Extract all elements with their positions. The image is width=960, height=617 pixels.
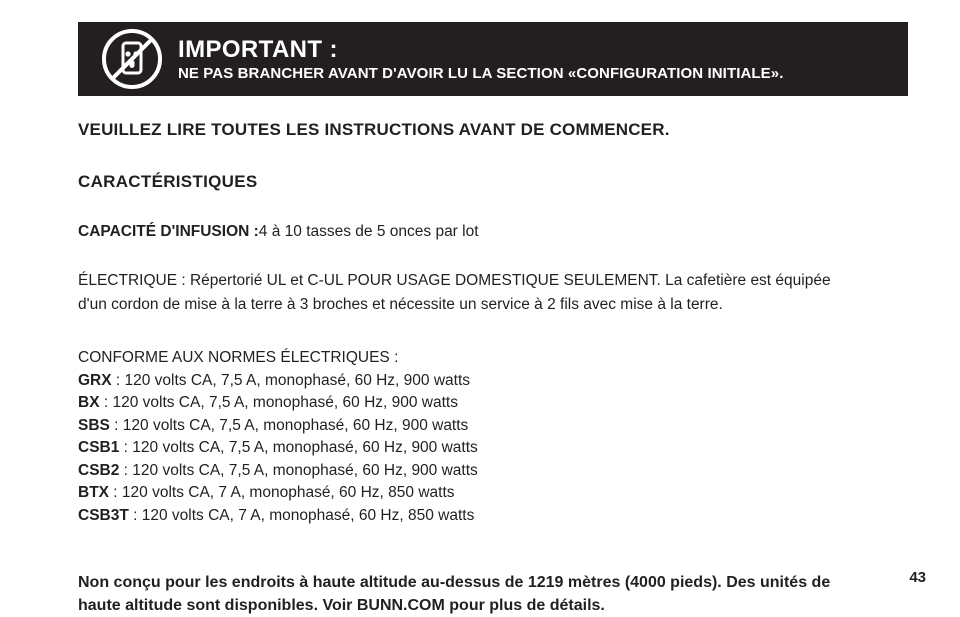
spec-rating: : 120 volts CA, 7 A, monophasé, 60 Hz, 850 watts	[109, 484, 455, 502]
spec-model: CSB2	[78, 461, 120, 479]
spec-line	[78, 437, 928, 459]
high-altitude-note: Non conçu pour les endroits à haute altitude au-dessus de 1219 mètres (4000 pieds). Des unités de haute altitude sont disponibles. Voir BUNN.COM pour plus de détails.	[78, 574, 831, 615]
spec-model: CSB3T	[78, 506, 129, 524]
electrical-specs-list	[78, 347, 928, 527]
read-all-instructions-heading: VEUILLEZ LIRE TOUTES LES INSTRUCTIONS AVANT DE COMMENCER.	[78, 120, 670, 139]
electrical-label: ÉLECTRIQUE :	[78, 272, 186, 290]
no-plug-prohibition-icon	[100, 27, 164, 91]
spec-rating: : 120 volts CA, 7,5 A, monophasé, 60 Hz, 900 watts	[119, 461, 478, 479]
spec-line	[78, 505, 928, 527]
banner-text-block	[178, 35, 783, 83]
brew-capacity-paragraph	[78, 220, 928, 243]
spec-rating: : 120 volts CA, 7,5 A, monophasé, 60 Hz, 900 watts	[111, 371, 471, 389]
spec-rating: : 120 volts CA, 7 A, monophasé, 60 Hz, 850 watts	[128, 506, 475, 524]
spec-model: BX	[78, 394, 100, 412]
document-content	[78, 120, 928, 617]
spec-model: GRX	[78, 371, 112, 389]
spec-rating: : 120 volts CA, 7,5 A, monophasé, 60 Hz, 900 watts	[109, 416, 469, 434]
banner-title: IMPORTANT :	[178, 35, 338, 63]
spec-rating: : 120 volts CA, 7,5 A, monophasé, 60 Hz, 900 watts	[119, 439, 478, 457]
spec-model: BTX	[78, 484, 109, 502]
spec-line	[78, 482, 928, 504]
specs-title: CONFORME AUX NORMES ÉLECTRIQUES :	[78, 349, 399, 367]
spec-line	[78, 392, 928, 414]
electrical-value: Répertorié UL et C-UL POUR USAGE DOMESTIQUE SEULEMENT. La cafetière est équipée d'un cordon de mise à la terre à 3 broches et nécessite un service à 2 fils avec mise à la terre.	[78, 272, 831, 314]
brew-capacity-value: 4 à 10 tasses de 5 onces par lot	[258, 223, 479, 240]
spec-model: SBS	[78, 416, 110, 434]
banner-subtitle: NE PAS BRANCHER AVANT D'AVOIR LU LA SECTION «CONFIGURATION INITIALE».	[178, 65, 784, 83]
page-number: 43	[909, 569, 926, 586]
spec-rating: : 120 volts CA, 7,5 A, monophasé, 60 Hz, 900 watts	[99, 394, 458, 412]
brew-capacity-label: CAPACITÉ D'INFUSION :	[78, 223, 259, 240]
section-heading-features: CARACTÉRISTIQUES	[78, 172, 258, 191]
electrical-paragraph	[78, 269, 838, 317]
spec-line	[78, 415, 928, 437]
spec-model: CSB1	[78, 439, 120, 457]
important-banner	[78, 22, 908, 96]
spec-line	[78, 460, 928, 482]
spec-line	[78, 370, 928, 392]
